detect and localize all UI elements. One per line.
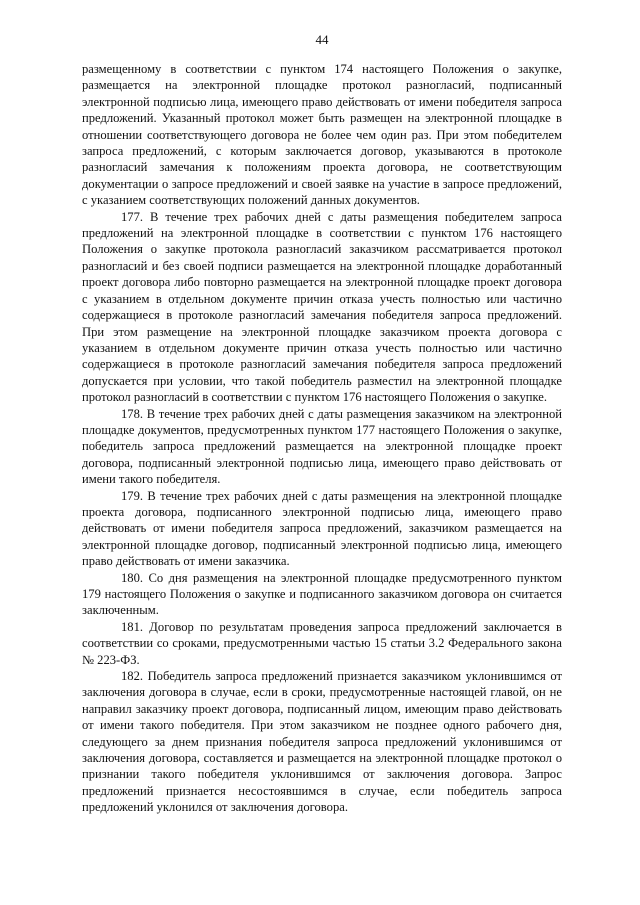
document-body — [82, 61, 562, 816]
paragraph-178: 178. В течение трех рабочих дней с даты размещения заказчиком на электронной площадке документов, предусмотренных пунктом 177 настоящего Положения о закупке, победитель запроса предложений размещается на электронной площадке проект договора, подписанный электронной подписью лица, имеющего право действовать от имени такого победителя. — [82, 406, 562, 487]
paragraph-182: 182. Победитель запроса предложений признается заказчиком уклонившимся от заключения договора в случае, если в сроки, предусмотренные настоящей главой, он не направил заказчику проект договора, подписанный лицом, имеющим право действовать от имени такого победителя. При этом заказчиком не позднее одного рабочего дня, следующего за днем признания победителя запроса предложений уклонившимся от заключения договора, составляется и размещается на электронной площадке протокол о признании такого победителя уклонившимся от заключения договора. Запрос предложений признается несостоявшимся в случае, если победитель запроса предложений уклонился от заключения договора. — [82, 669, 562, 815]
paragraph-177: 177. В течение трех рабочих дней с даты размещения победителем запроса предложений на электронной площадке в соответствии с пунктом 176 настоящего Положения о закупке протокола разногласий заказчиком рассматривается протокол разногласий и без своей подписи размещается на электронной площадке доработанный проект договора либо повторно размещается на электронной площадке проект договора с указанием в отдельном документе причин отказа учесть полностью или частично содержащиеся в протоколе разногласий замечания победителя запроса предложений. При этом размещение на электронной площадке заказчиком проекта договора с указанием в отдельном документе причин отказа учесть полностью или частично содержащиеся в протоколе разногласий замечания победителя запроса предложений допускается при условии, что такой победитель разместил на электронной площадке протокол разногласий в соответствии с пунктом 176 настоящего Положения о закупке. — [82, 209, 562, 405]
page-number: 44 — [315, 32, 329, 47]
paragraph-180: 180. Со дня размещения на электронной площадке предусмотренного пунктом 179 настоящего Положения о закупке и подписанного заказчиком договора он считается заключенным. — [82, 570, 562, 618]
paragraph-179: 179. В течение трех рабочих дней с даты размещения на электронной площадке проекта договора, подписанного электронной подписью лица, имеющего право действовать от имени победителя запроса предложений, заказчиком размещается на электронной площадке договор, подписанный электронной подписью лица, имеющего право действовать от имени заказчика. — [82, 488, 562, 569]
paragraph-continuation: размещенному в соответствии с пунктом 174 настоящего Положения о закупке, размещается на электронной площадке протокол разногласий, подписанный электронной подписью лица, имеющего право действовать от имени победителя запроса предложений. Указанный протокол может быть размещен на электронной площадке в отношении соответствующего договора не более чем один раз. При этом победителем запроса предложений, с которым заключается договор, указываются в протоколе разногласий замечания к положениям проекта договора, не соответствующим документации о запросе предложений и своей заявке на участие в запросе предложений, с указанием соответствующих положений данных документов. — [82, 62, 562, 208]
paragraph-181: 181. Договор по результатам проведения запроса предложений заключается в соответствии со сроками, предусмотренными частью 15 статьи 3.2 Федерального закона № 223-ФЗ. — [82, 619, 562, 667]
